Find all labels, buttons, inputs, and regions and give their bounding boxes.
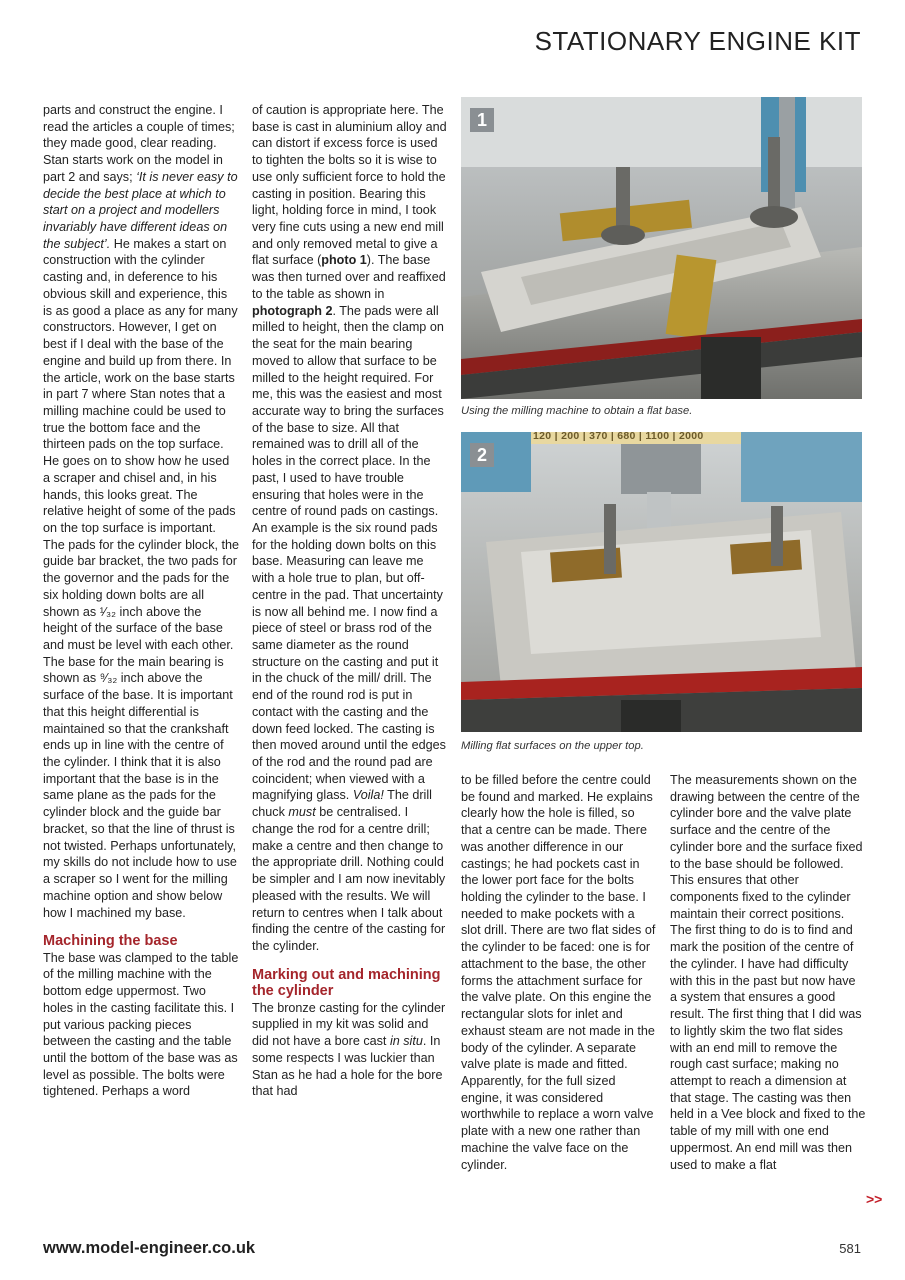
running-title: STATIONARY ENGINE KIT xyxy=(534,26,861,56)
photo-1-caption: Using the milling machine to obtain a flat base. xyxy=(461,405,693,417)
subheading-machining-the-base: Machining the base xyxy=(43,933,178,950)
paragraph: of caution is appropriate here. The base is cast in aluminium alloy and can distort if excess force is used to tighten the bolts so it is wise to use only sufficient force to hold the casting in position. Bearing this light, holding force in mind, I took very fine cuts using a new end mill and only removed metal to give a flat surface (photo 1). The base was then turned over and reaffixed to the table as shown in photograph 2. The pads were all milled to height, then the clamp on the seat for the main bearing moved to allow that surface to be milled to the height required. For me, this was the easiest and most accurate way to bring the surfaces of the base to size. All that remained was to drill all of the holes in the correct place. In the past, I used to have trouble ensuring that holes were in the centre of round pads on castings. An example is the six round pads for the holding down bolts on this base. Measuring can leave me with a hole true to plan, but off-centre in the pad. That uncertainty is now all behind me. I now find a piece of steel or brass rod of the same diameter as the round structure on the casting and put it in the chuck of the mill/ drill. The end of the round rod is put in contact with the casting and the down feed locked. The casting is then moved around until the edges of the rod and the round pad are coincident; when viewed with a magnifying glass. Voila! The drill chuck must be centralised. I change the rod for a centre drill; make a centre and then change to the appropriate drill. Nothing could be simpler and I am now inevitably pleased with the results. We will return to centres when I talk about finding the centre of the casting for the cylinder. xyxy=(252,103,447,953)
article-column-3 xyxy=(461,772,657,1173)
dial-scale: 120 | 200 | 370 | 680 | 1100 | 2000 xyxy=(533,432,704,442)
photo-1 xyxy=(461,97,862,399)
photo-2 xyxy=(461,432,862,732)
footer-url[interactable]: www.model-engineer.co.uk xyxy=(43,1239,256,1257)
article-column-1 xyxy=(43,102,239,1100)
milling-top-photo xyxy=(461,432,862,732)
paragraph: The bronze casting for the cylinder supplied in my kit was solid and did not have a bore cast in situ. In some respects I was luckier than Stan as he had a hole for the bore that had xyxy=(252,1000,446,1099)
photo-number: 2 xyxy=(470,443,494,467)
paragraph: to be filled before the centre could be found and marked. He explains clearly how the hole is filled, so that a centre can be made. There was another difference in our castings; he had pockets cast in the lower port face for the bolts holding the cylinder to the base. I needed to make pockets with a slot drill. There are two flat sides of the cylinder to be faced: one is for attachment to the base, the other forms the attachment surface for the valve plate. On this engine the rectangular slots for inlet and exhaust steam are not made in the body of the cylinder. A separate valve plate is made and fitted. Apparently, for the full sized engine, it was considered worthwhile to replace a worn valve plate with a new one rather than machine the valve face on the cylinder. xyxy=(461,773,656,1172)
continued-arrow: >> xyxy=(866,1191,883,1207)
paragraph: The base was clamped to the table of the milling machine with the bottom edge uppermost. Two holes in the casting facilitate this. I put various packing pieces between the casting and the table until the bottom of the base was as level as possible. The bolts were tightened. Perhaps a word xyxy=(43,950,239,1099)
article-column-2 xyxy=(252,102,448,1100)
photo-2-caption: Milling flat surfaces on the upper top. xyxy=(461,740,644,752)
page-number: 581 xyxy=(839,1241,861,1256)
paragraph: parts and construct the engine. I read the articles a couple of times; they made good, clear reading. Stan starts work on the model in part 2 and says; ‘It is never easy to decide the best place at which to start on a project and modellers invariably have different ideas on the subject’. He makes a start on construction with the cylinder casting and, in deference to his obvious skill and experience, this is as good a place as any for many constructors. However, I get on best if I deal with the base of the engine and build up from there. In the article, work on the base starts in part 7 where Stan notes that a milling machine could be used to true the bottom face and the thirteen pads on the top surface. He goes on to show how he used a scraper and chisel and, in his hands, this looks great. The relative height of some of the pads on the top surface is important. The pads for the cylinder block, the guide bar bracket, the two pads for the governor and the pads for the six holding down bolts are all shown as ¹⁄₃₂ inch above the height of the surface of the base and must be level with each other. The base for the main bearing is shown as ⁹⁄₃₂ inch above the surface of the base. It is important that this height differential is maintained so that the crankshaft ends up in line with the centre of the cylinder. I think that it is also important that the base is in the same plane as the pads for the cylinder block and the guide bar bracket, so that the line of thrust is not twisted. Perhaps unfortunately, my skills do not include how to use a scraper so I went for the milling machine option and show below how I machined my base. xyxy=(43,103,240,920)
milling-base-photo xyxy=(461,97,862,399)
article-column-4 xyxy=(670,772,866,1173)
subheading-marking-out: Marking out and machining the cylinder xyxy=(252,966,441,1000)
paragraph: The measurements shown on the drawing between the centre of the cylinder bore and the valve plate surface and the centre of the cylinder bore and the surface fixed to the base should be followed. This ensures that other components fixed to the cylinder maintain their correct positions. The first thing to do is to find and mark the position of the centre of the cylinder. I have had difficulty with this in the past but now have a system that ensures a good result. The first thing that I did was to lightly skim the two flat sides with an end mill to remove the rough cast surface; making no attempt to reach a dimension at that stage. The casting was then held in a Vee block and fixed to the table of my mill with one end uppermost. An end mill was then used to make a flat xyxy=(670,773,866,1172)
photo-number: 1 xyxy=(470,108,494,132)
